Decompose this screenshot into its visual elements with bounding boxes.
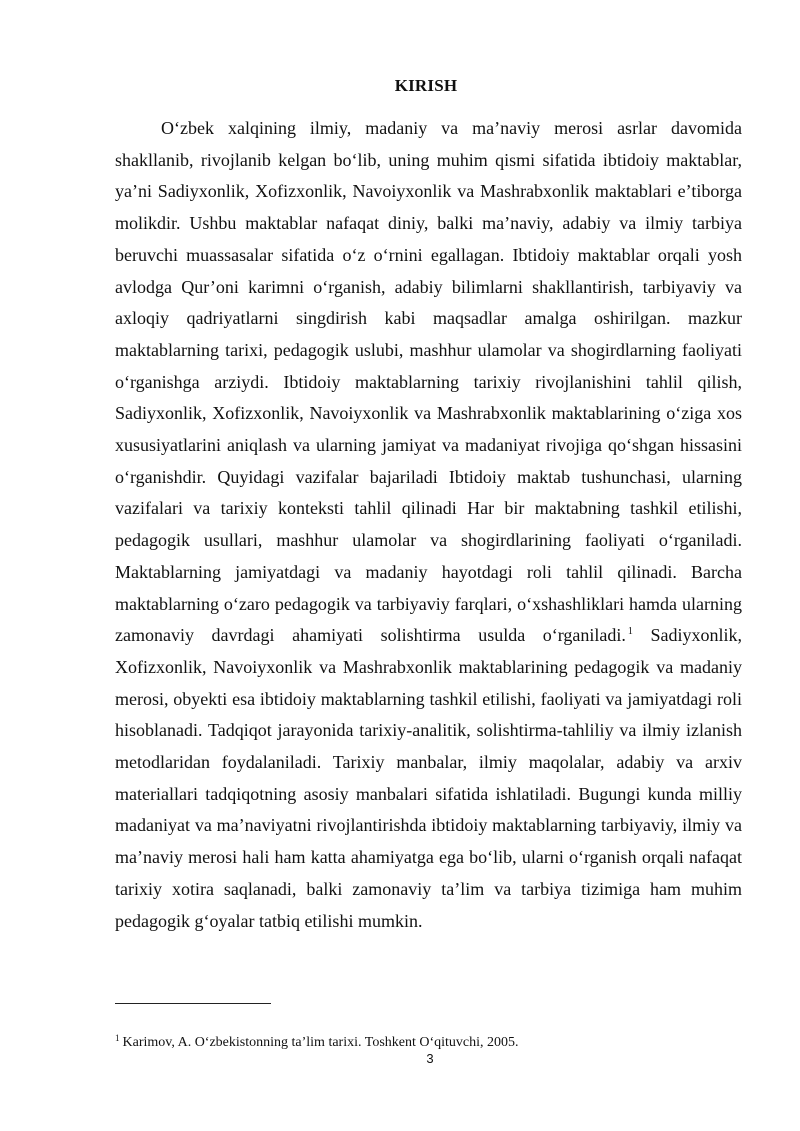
- paragraph-part-1: O‘zbek xalqining ilmiy, madaniy va ma’naviy merosi asrlar davomida shakllanib, rivojlanib kelgan bo‘lib, uning muhim qismi sifatida ibtidoiy maktablar, ya’ni Sadiyxonlik, Xofizxonlik, Navoiyxonlik va Mashrabxonlik maktablari e’tiborga molikdir. Ushbu maktablar nafaqat diniy, balki ma’naviy, adabiy va ilmiy tarbiya beruvchi muassasalar sifatida o‘z o‘rnini egallagan. Ibtidoiy maktablar orqali yosh avlodga Qur’oni karimni o‘rganish, adabiy bilimlarni shakllantirish, tarbiyaviy va axloqiy qadriyatlarni singdirish kabi maqsadlar amalga oshirilgan. mazkur maktablarning tarixi, pedagogik uslubi, mashhur ulamolar va shogirdlarning faoliyati o‘rganishga arziydi. Ibtidoiy maktablarning tarixiy rivojlanishini tahlil qilish, Sadiyxonlik, Xofizxonlik, Navoiyxonlik va Mashrabxonlik maktablarining o‘ziga xos xususiyatlarini aniqlash va ularning jamiyat va madaniyat rivojiga qo‘shgan hissasini o‘rganishdir. Quyidagi vazifalar bajariladi Ibtidoiy maktab tushunchasi, ularning vazifalari va tarixiy konteksti tahlil qilinadi Har bir maktabning tashkil etilishi, pedagogik usullari, mashhur ulamolar va shogirdlarining faoliyati o‘rganiladi. Maktablarning jamiyatdagi va madaniy hayotdagi roli tahlil qilinadi. Barcha maktablarning o‘zaro pedagogik va tarbiyaviy farqlari, o‘xshashliklari hamda ularning zamonaviy davrdagi ahamiyati solishtirma usulda o‘rganiladi.: [115, 118, 742, 646]
- section-title: KIRISH: [394, 76, 458, 95]
- footnote-reference[interactable]: 1: [627, 626, 633, 638]
- footnote-separator: [115, 1003, 271, 1004]
- body-text: [115, 113, 742, 937]
- footnote: [115, 1029, 519, 1052]
- footnote-text: Karimov, A. O‘zbekistonning ta’lim tarixi. Toshkent O‘qituvchi, 2005.: [122, 1035, 519, 1050]
- page-number: 3: [426, 1051, 434, 1066]
- paragraph-part-2: Sadiyxonlik, Xofizxonlik, Navoiyxonlik va Mashrabxonlik maktablarining pedagogik va madaniy merosi, obyekti esa ibtidoiy maktablarning tashkil etilishi, faoliyati va jamiyatdagi roli hisoblanadi. Tadqiqot jarayonida tarixiy-analitik, solishtirma-tahliliy va ilmiy izlanish metodlaridan foydalaniladi. Tarixiy manbalar, ilmiy maqolalar, adabiy va arxiv materiallari tadqiqotning asosiy manbalari sifatida ishlatiladi. Bugungi kunda milliy madaniyat va ma’naviyatni rivojlantirishda ibtidoiy maktablarning tarbiyaviy, ilmiy va ma’naviy merosi hali ham katta ahamiyatga ega bo‘lib, ularni o‘rganish orqali nafaqat tarixiy xotira saqlanadi, balki zamonaviy ta’lim va tarbiya tizimiga ham muhim pedagogik g‘oyalar tatbiq etilishi mumkin.: [115, 625, 742, 931]
- main-paragraph: [115, 113, 742, 937]
- footnote-mark: 1: [115, 1033, 120, 1043]
